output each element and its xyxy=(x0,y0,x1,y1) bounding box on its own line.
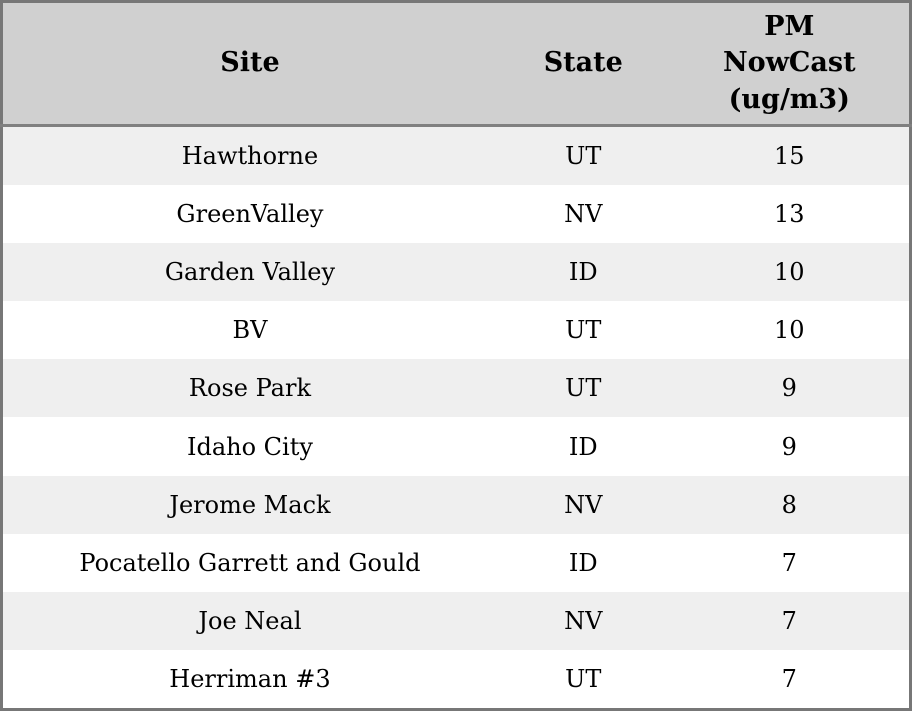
col-header-state: State xyxy=(497,2,670,126)
pm-value-cell: 15 xyxy=(774,142,805,171)
site-cell: Garden Valley xyxy=(164,258,336,287)
state-cell: NV xyxy=(564,200,603,229)
col-header-site: Site xyxy=(2,2,497,126)
pm-value-cell: 8 xyxy=(781,490,797,519)
header-line-pm: PM xyxy=(764,10,815,42)
site-cell: Joe Neal xyxy=(198,606,302,635)
state-cell: NV xyxy=(564,606,603,635)
table-row xyxy=(2,476,911,534)
table-row xyxy=(2,417,911,475)
site-cell: Pocatello Garrett and Gould xyxy=(79,548,421,577)
table-row xyxy=(2,185,911,243)
table-body xyxy=(2,126,911,710)
state-cell: UT xyxy=(565,374,602,403)
pm-value-cell: 13 xyxy=(774,200,805,229)
table-row xyxy=(2,534,911,592)
state-cell: ID xyxy=(568,258,598,287)
table-row xyxy=(2,359,911,417)
table-row xyxy=(2,592,911,650)
pm-value-cell: 10 xyxy=(774,316,805,345)
pm-value-cell: 9 xyxy=(781,432,797,461)
pm-value-cell: 7 xyxy=(781,606,797,635)
header-line-units: (ug/m3) xyxy=(728,83,850,115)
col-header-pm-nowcast xyxy=(670,2,911,126)
site-cell: Idaho City xyxy=(186,432,313,461)
pm-value-cell: 7 xyxy=(781,664,797,693)
table-row xyxy=(2,126,911,186)
site-cell: BV xyxy=(232,316,268,345)
state-cell: UT xyxy=(565,664,602,693)
pm-value-cell: 7 xyxy=(781,548,797,577)
table-header xyxy=(2,2,911,126)
state-cell: UT xyxy=(565,142,602,171)
site-cell: GreenValley xyxy=(176,200,324,229)
site-cell: Hawthorne xyxy=(181,142,319,171)
site-cell: Rose Park xyxy=(188,374,311,403)
state-cell: NV xyxy=(564,490,603,519)
table-row xyxy=(2,301,911,359)
state-cell: UT xyxy=(565,316,602,345)
header-row xyxy=(2,2,911,126)
table-row xyxy=(2,650,911,710)
site-cell: Herriman #3 xyxy=(169,664,331,693)
table-row xyxy=(2,243,911,301)
site-cell: Jerome Mack xyxy=(169,490,331,519)
pm-value-cell: 10 xyxy=(774,258,805,287)
pm-value-cell: 9 xyxy=(781,374,797,403)
state-cell: ID xyxy=(568,548,598,577)
state-cell: ID xyxy=(568,432,598,461)
header-line-nowcast: NowCast xyxy=(723,47,856,79)
